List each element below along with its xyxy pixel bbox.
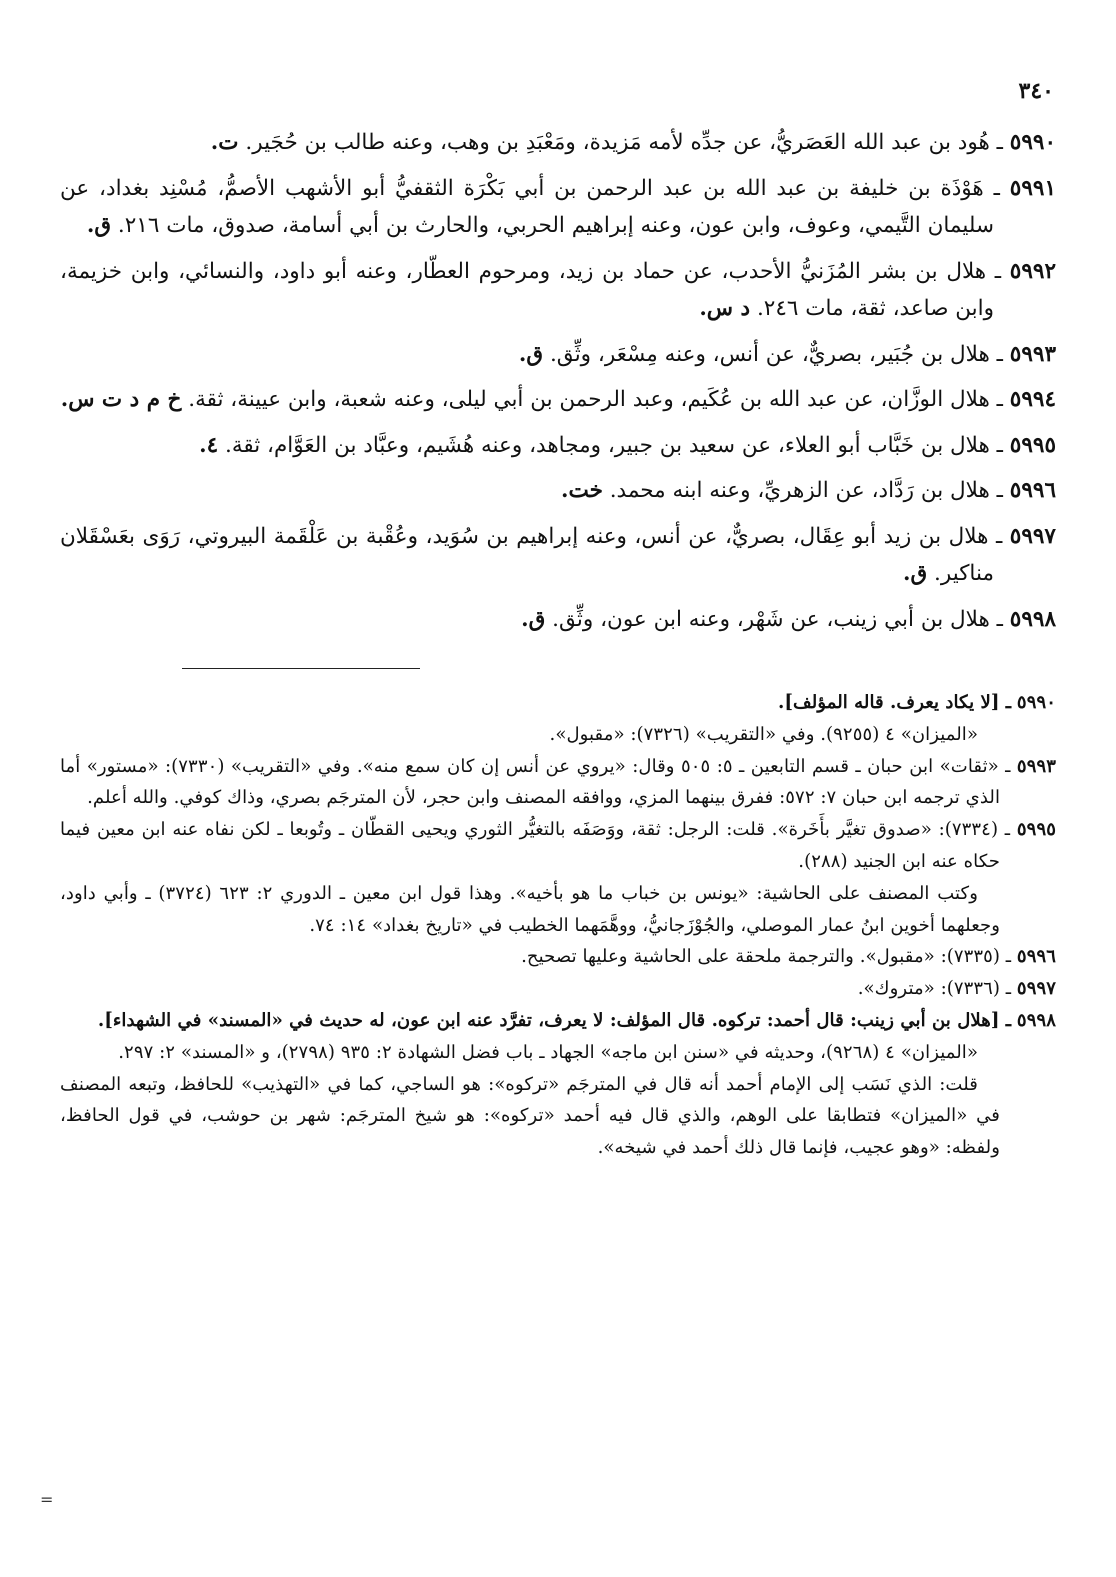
entry-symbols: ق. (86, 213, 112, 238)
entry-number: ٥٩٩٦ (1009, 478, 1056, 503)
footnote-5995 (60, 814, 1056, 878)
footnotes (60, 687, 1056, 1164)
entry-number: ٥٩٩٢ (1009, 258, 1056, 284)
entry-5992 (60, 253, 1056, 328)
footnote-continuation: وكتب المصنف على الحاشية: «يونس بن خباب ما هو بأخيه». وهذا قول ابن معين ـ الدوري ٢: ٦٢٣ (٣٧٢٤) ـ وأبي داود، وجعلهما أخوين ابنُ عمار الموصلي، والجُوْزَجانيُّ، ووهَّمَهما الخطيب في «تاريخ بغداد» ١٤: ٧٤. (60, 882, 1000, 936)
entry-5990 (60, 124, 1056, 162)
entry-symbols: ت. (210, 130, 239, 155)
entry-number: ٥٩٩٥ (1009, 432, 1056, 458)
entry-5998 (60, 601, 1056, 639)
footnote-text: ـ «ثقات» ابن حبان ـ قسم التابعين ـ ٥: ٥٠٥ وقال: «يروي عن أنس إن كان سمع منه». وفي «التقريب» (٧٣٣٠): «مستور» أما الذي ترجمه ابن حبان ٧: ٥٧٢: ففرق بينهما المزي، ووافقه المصنف وابن حجر، لأن المترجَم بصري، وذاك كوفي. والله أعلم. (60, 755, 1011, 809)
entry-number: ٥٩٩٣ (1009, 341, 1056, 367)
footnote-5990 (60, 687, 1056, 719)
entry-text: ـ هلال بن أبي زينب، عن شَهْر، وعنه ابن عون، وثِّق. (552, 606, 1003, 632)
main-text (60, 124, 1056, 638)
entry-text: ـ هلال الوزَّان، عن عبد الله بن عُكَيم، وعبد الرحمن بن أبي ليلى، وعنه شعبة، وابن عيينة، ثقة. (188, 387, 1003, 412)
footnote-5997 (60, 973, 1056, 1005)
footnote-number: ٥٩٩٦ (1016, 946, 1056, 968)
footnote-number: ٥٩٩٧ (1016, 978, 1056, 1000)
entry-number: ٥٩٩٨ (1009, 606, 1056, 632)
entry-symbols: ق. (518, 341, 544, 367)
margin-mark: = (40, 1490, 54, 1509)
footnote-continuation: قلت: الذي نَسَب إلى الإمام أحمد أنه قال في المترجَم «تركوه»: هو الساجي، كما في «التهذيب» للحافظ، وتبعه المصنف في «الميزان» فتطابقا على الوهم، والذي قال فيه أحمد «تركوه»: هو شيخ المترجَم: شهر بن حوشب، في قول الحافظ، ولفظه: «وهو عجيب، فإنما قال ذلك أحمد في شيخه». (60, 1073, 1000, 1159)
footnote-bold-text: ـ [لا يكاد يعرف. قاله المؤلف]. (778, 692, 1012, 713)
footnote-text: ـ (٧٣٣٤): «صدوق تغيَّر بأَخَرة». قلت: الرجل: ثقة، ووَصَفَه بالتغيُّر الثوري ويحيى القطّان ـ وتُوبعا ـ لكن نفاه عنه ابن معين فيما حكاه عنه ابن الجنيد (٢٨٨). (60, 819, 1011, 872)
entry-5997 (60, 518, 1056, 593)
entry-text: ـ هلال بن رَدَّاد، عن الزهريِّ، وعنه ابنه محمد. (609, 478, 1003, 503)
entry-text: ـ هَوْذَة بن خليفة بن عبد الله بن عبد الرحمن بن أبي بَكْرَة الثقفيُّ أبو الأشهب الأصمُّ، مُسْنِد بغداد، عن سليمان التَّيمي، وعوف، وابن عون، وعنه إبراهيم الحربي، والحارث بن أبي أسامة، صدوق، مات ٢١٦. (60, 175, 1000, 238)
entry-number: ٥٩٩٧ (1009, 523, 1056, 549)
entry-number: ٥٩٩١ (1009, 175, 1056, 201)
footnote-continuation: «الميزان» ٤ (٩٢٥٥). وفي «التقريب» (٧٣٢٦): «مقبول». (549, 723, 978, 745)
entry-5994 (60, 381, 1056, 419)
footnote-number: ٥٩٩٨ (1016, 1009, 1056, 1031)
footnote-number: ٥٩٩٠ (1016, 692, 1056, 713)
entry-5993 (60, 336, 1056, 374)
footnote-continuation: «الميزان» ٤ (٩٢٦٨)، وحديثه في «سنن ابن ماجه» الجهاد ـ باب فضل الشهادة ٢: ٩٣٥ (٢٧٩٨)، و «المسند» ٢: ٢٩٧. (118, 1041, 978, 1063)
footnote-5998 (60, 1005, 1056, 1037)
entry-symbols: خ م د ت س. (60, 387, 182, 412)
entry-5995 (60, 427, 1056, 465)
footnote-text: ـ (٧٣٣٦): «متروك». (857, 978, 1012, 1000)
entry-number: ٥٩٩٠ (1009, 130, 1056, 155)
entry-symbols: خت. (560, 478, 603, 503)
page-number: ٣٤٠ (1018, 78, 1054, 104)
entry-symbols: ق. (903, 561, 928, 586)
entry-number: ٥٩٩٤ (1009, 387, 1056, 412)
entry-symbols: ق. (521, 606, 546, 632)
footnote-separator (182, 668, 420, 669)
entry-5996 (60, 472, 1056, 510)
entry-text: ـ هلال بن بشر المُزَنيُّ الأحدب، عن حماد بن زيد، ومرحوم العطّار، وعنه أبو داود، والنسائي، وابن خزيمة، وابن صاعد، ثقة، مات ٢٤٦. (60, 258, 1002, 321)
footnote-text: ـ (٧٣٣٥): «مقبول». والترجمة ملحقة على الحاشية وعليها تصحيح. (521, 946, 1012, 968)
entry-text: ـ هلال بن زيد أبو عِقَال، بصريٌّ، عن أنس، وعنه إبراهيم بن سُوَيد، وعُقْبة بن عَلْقَمة البيروتي، رَوَى بعَسْقَلان مناكير. (60, 523, 1003, 586)
footnote-number: ٥٩٩٣ (1016, 755, 1056, 777)
entry-5991 (60, 170, 1056, 245)
footnote-5996 (60, 941, 1056, 973)
entry-symbols: د س. (699, 296, 751, 321)
footnote-number: ٥٩٩٥ (1016, 819, 1056, 841)
footnote-5993 (60, 751, 1056, 815)
entry-text: ـ هلال بن خَبَّاب أبو العلاء، عن سعيد بن جبير، ومجاهد، وعنه هُشَيم، وعبَّاد بن العَوَّام، ثقة. (224, 432, 1003, 458)
entry-text: ـ هُود بن عبد الله العَصَريُّ، عن جدِّه لأمه مَزيدة، ومَعْبَدِ بن وهب، وعنه طالب بن حُجَير. (245, 130, 1003, 155)
footnote-separator-wrap (60, 646, 1056, 687)
footnote-bold-text: ـ [هلال بن أبي زينب: قال أحمد: تركوه. قال المؤلف: لا يعرف، تفرَّد عنه ابن عون، له حديث في «المسند» في الشهداء]. (97, 1009, 1012, 1031)
entry-symbols: ٤. (199, 432, 219, 458)
entry-text: ـ هلال بن جُبَير، بصريٌّ، عن أنس، وعنه مِسْعَر، وثِّق. (549, 341, 1003, 367)
